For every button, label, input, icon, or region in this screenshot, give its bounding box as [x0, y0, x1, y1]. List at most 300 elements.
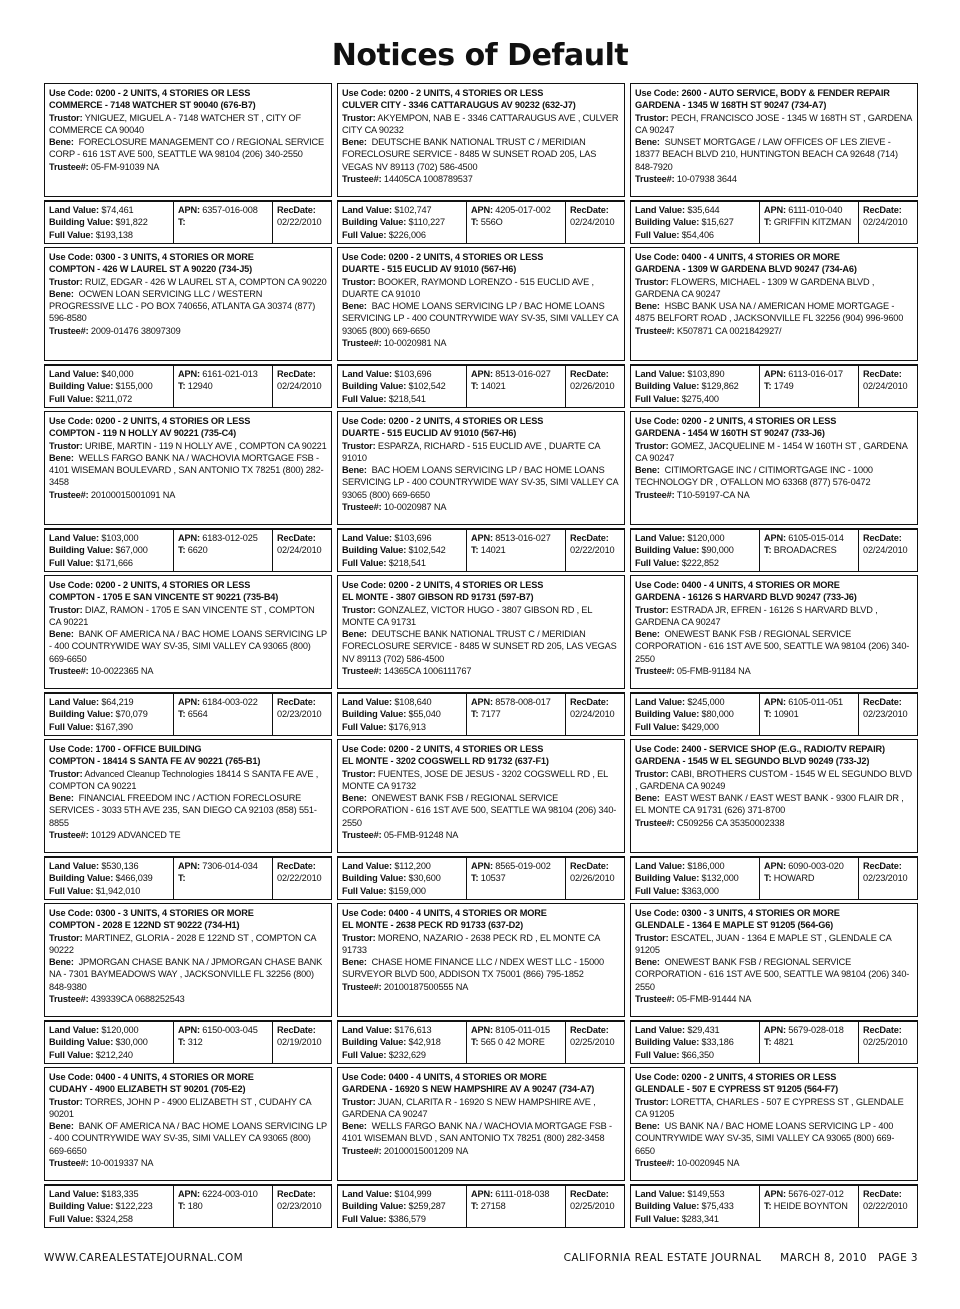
apn-label: APN:: [471, 1025, 493, 1035]
use-code: Use Code: 0200 - 2 UNITS, 4 STORIES OR LESS: [49, 88, 251, 98]
notice-values: [44, 528, 332, 572]
notice-card: [44, 739, 332, 900]
bene-value: FINANCIAL FREEDOM INC / ACTION FORECLOSURE SERVICES - 3033 5TH AVE 235, SAN DIEGO CA 92103 (858) 551-8855: [49, 793, 317, 828]
t-value: 180: [187, 1201, 203, 1212]
property-address: COMMERCE - 7148 WATCHER ST 90040 (676-B7): [49, 100, 256, 111]
land-value: $103,696: [394, 533, 432, 543]
bene-value: ONEWEST BANK FSB / REGIONAL SERVICE CORPORATION - 616 1ST AVE 500, SEATTLE WA 98104 (206) 340-2550: [635, 957, 910, 992]
trustor-value: LORETTA, CHARLES - 507 E CYPRESS ST , GLENDALE CA 91205: [635, 1096, 904, 1119]
building-value: $102,542: [408, 545, 446, 556]
notice-card: [44, 247, 332, 408]
trustee-label: Trustee#:: [342, 338, 382, 349]
bene-label: Bene:: [342, 301, 367, 312]
recdate-label: RecDate:: [863, 1025, 902, 1035]
apn-cell: [467, 1186, 566, 1227]
t-label: T:: [178, 381, 186, 392]
apn-cell: [467, 694, 566, 735]
apn-value: 8513-016-027: [495, 369, 551, 379]
recdate-label: RecDate:: [863, 697, 902, 707]
t-label: T:: [471, 1201, 479, 1212]
recdate-value: 02/24/2010: [863, 217, 908, 228]
apn-label: APN:: [764, 533, 786, 543]
use-code: Use Code: 0200 - 2 UNITS, 4 STORIES OR LESS: [342, 580, 544, 590]
apn-value: 4205-017-002: [495, 205, 551, 215]
apn-label: APN:: [471, 205, 493, 215]
trustee-label: Trustee#:: [49, 994, 89, 1005]
notice-description: [337, 247, 625, 361]
trustee-label: Trustee#:: [635, 1158, 675, 1169]
trustee-value: 10-0020945 NA: [676, 1158, 740, 1169]
apn-cell: [467, 202, 566, 243]
trustor-value: URIBE, MARTIN - 119 N HOLLY AVE , COMPTON CA 90221: [84, 440, 327, 451]
trustor-label: Trustor:: [49, 112, 83, 123]
trustor-value: RUIZ, EDGAR - 426 W LAUREL ST A, COMPTON CA 90220: [84, 276, 327, 287]
land-label: Land Value:: [49, 1189, 99, 1199]
building-value: $466,039: [115, 873, 153, 884]
building-label: Building Value:: [342, 709, 407, 720]
trustee-label: Trustee#:: [635, 489, 675, 500]
full-value: $212,240: [95, 1049, 133, 1060]
full-value: $159,000: [388, 885, 426, 896]
notice-description: [630, 1067, 918, 1181]
full-value: $386,579: [388, 1213, 426, 1224]
trustor-label: Trustor:: [635, 1096, 669, 1107]
bene-label: Bene:: [635, 137, 660, 148]
notice-column: [337, 83, 625, 1228]
t-value: 6564: [187, 709, 208, 720]
full-value: $275,400: [681, 393, 719, 404]
bene-label: Bene:: [342, 957, 367, 968]
trustor-label: Trustor:: [49, 440, 83, 451]
trustee-label: Trustee#:: [342, 1145, 382, 1156]
bene-label: Bene:: [49, 137, 74, 148]
notice-card: [630, 1067, 918, 1228]
t-value: 565 0 42 MORE: [480, 1037, 545, 1048]
apn-label: APN:: [764, 205, 786, 215]
notice-card: [630, 247, 918, 408]
value-cell: [338, 366, 467, 407]
apn-cell: [760, 1022, 859, 1063]
bene-value: BANK OF AMERICA NA / BAC HOME LOANS SERVICING LP - 400 COUNTRYWIDE WAY SV-35, SIMI VALLEY CA 93065 (800) 669-6650: [49, 1121, 327, 1156]
trustor-value: GONZALEZ, VICTOR HUGO - 3807 GIBSON RD , EL MONTE CA 91731: [342, 604, 593, 627]
value-cell: [338, 694, 467, 735]
use-code: Use Code: 0200 - 2 UNITS, 4 STORIES OR LESS: [342, 744, 544, 754]
full-label: Full Value:: [342, 393, 387, 404]
land-label: Land Value:: [635, 533, 685, 543]
building-label: Building Value:: [342, 217, 407, 228]
recdate-cell: [566, 366, 624, 407]
property-address: GARDENA - 1454 W 160TH ST 90247 (733-J6): [635, 428, 825, 439]
property-address: GLENDALE - 1364 E MAPLE ST 91205 (564-G6): [635, 920, 834, 931]
building-value: $122,223: [115, 1201, 153, 1212]
bene-value: DEUTSCHE BANK NATIONAL TRUST C / MERIDIAN FORECLOSURE SERVICE - 8485 W SUNSET ROAD 205, LAS VEGAS NV 89113 (702) 586-4500: [342, 137, 597, 172]
recdate-value: 02/22/2010: [863, 1201, 908, 1212]
notice-column: [44, 83, 332, 1228]
notice-values: [337, 528, 625, 572]
full-label: Full Value:: [635, 721, 680, 732]
t-label: T:: [764, 1201, 772, 1212]
building-value: $42,918: [408, 1037, 441, 1048]
trustee-label: Trustee#:: [342, 981, 382, 992]
building-value: $33,186: [701, 1037, 734, 1048]
full-label: Full Value:: [49, 229, 94, 240]
notice-values: [630, 1020, 918, 1064]
apn-label: APN:: [764, 1189, 786, 1199]
property-address: EL MONTE - 3807 GIBSON RD 91731 (597-B7): [342, 592, 534, 603]
building-value: $110,227: [408, 217, 445, 228]
land-value: $29,431: [687, 1025, 720, 1035]
recdate-value: 02/23/2010: [863, 873, 908, 884]
use-code: Use Code: 0300 - 3 UNITS, 4 STORIES OR MORE: [49, 252, 254, 262]
land-value: $120,000: [687, 533, 725, 543]
t-value: HEIDE BOYNTON: [773, 1201, 848, 1212]
apn-cell: [174, 530, 273, 571]
building-label: Building Value:: [635, 709, 700, 720]
notice-card: [630, 411, 918, 572]
trustee-label: Trustee#:: [49, 830, 89, 841]
value-cell: [338, 858, 467, 899]
full-value: $363,000: [681, 885, 719, 896]
full-label: Full Value:: [342, 1049, 387, 1060]
property-address: CUDAHY - 4900 ELIZABETH ST 90201 (705-E2): [49, 1084, 246, 1095]
notice-description: [630, 575, 918, 689]
notice-description: [630, 83, 918, 197]
notice-card: [44, 1067, 332, 1228]
apn-label: APN:: [764, 697, 786, 707]
trustee-value: 05-FMB-91444 NA: [676, 994, 752, 1005]
recdate-label: RecDate:: [570, 533, 609, 543]
apn-value: 5676-027-012: [788, 1189, 844, 1199]
land-value: $64,219: [101, 697, 134, 707]
building-label: Building Value:: [49, 1037, 114, 1048]
recdate-label: RecDate:: [570, 369, 609, 379]
recdate-label: RecDate:: [863, 861, 902, 871]
notice-description: [630, 411, 918, 525]
building-label: Building Value:: [342, 381, 407, 392]
value-cell: [631, 694, 760, 735]
apn-value: 8565-019-002: [495, 861, 551, 871]
recdate-label: RecDate:: [277, 697, 316, 707]
trustor-value: ESPARZA, RICHARD - 515 EUCLID AVE , DUARTE CA 91010: [342, 440, 600, 463]
recdate-value: 02/24/2010: [570, 709, 615, 720]
apn-label: APN:: [471, 369, 493, 379]
full-label: Full Value:: [635, 557, 680, 568]
full-value: $283,341: [681, 1213, 719, 1224]
trustee-label: Trustee#:: [49, 489, 89, 500]
land-label: Land Value:: [342, 697, 392, 707]
trustee-label: Trustee#:: [635, 325, 675, 336]
notice-card: [337, 903, 625, 1064]
t-value: 10901: [773, 709, 799, 720]
full-label: Full Value:: [635, 229, 680, 240]
building-label: Building Value:: [635, 1037, 700, 1048]
notice-values: [337, 1020, 625, 1064]
trustor-value: FUENTES, JOSE DE JESUS - 3202 COGSWELL RD , EL MONTE CA 91732: [342, 768, 608, 791]
building-value: $80,000: [701, 709, 734, 720]
land-label: Land Value:: [635, 369, 685, 379]
apn-cell: [174, 366, 273, 407]
recdate-label: RecDate:: [277, 369, 316, 379]
property-address: CULVER CITY - 3346 CATTARAUGUS AV 90232 (632-J7): [342, 100, 576, 111]
property-address: EL MONTE - 3202 COGSWELL RD 91732 (637-F1): [342, 756, 549, 767]
use-code: Use Code: 0400 - 4 UNITS, 4 STORIES OR MORE: [635, 580, 840, 590]
recdate-value: 02/24/2010: [863, 381, 908, 392]
notice-card: [337, 739, 625, 900]
apn-value: 8513-016-027: [495, 533, 551, 543]
t-value: 6620: [187, 545, 208, 556]
bene-value: DEUTSCHE BANK NATIONAL TRUST C / MERIDIAN FORECLOSURE SERVICE - 8485 W SUNSET RD 205, LAS VEGAS NV 89113 (702) 586-4500: [342, 629, 617, 664]
notice-values: [44, 200, 332, 244]
notice-card: [337, 247, 625, 408]
land-label: Land Value:: [49, 697, 99, 707]
recdate-cell: [273, 366, 331, 407]
notice-description: [44, 1067, 332, 1181]
property-address: DUARTE - 515 EUCLID AV 91010 (567-H6): [342, 264, 517, 275]
notice-values: [44, 1184, 332, 1228]
bene-label: Bene:: [342, 1121, 367, 1132]
full-label: Full Value:: [342, 557, 387, 568]
use-code: Use Code: 0200 - 2 UNITS, 4 STORIES OR LESS: [49, 416, 251, 426]
land-label: Land Value:: [635, 1189, 685, 1199]
trustor-label: Trustor:: [49, 276, 83, 287]
t-value: 12940: [187, 381, 213, 392]
t-label: T:: [764, 873, 772, 884]
value-cell: [45, 366, 174, 407]
value-cell: [45, 1186, 174, 1227]
trustee-label: Trustee#:: [49, 161, 89, 172]
trustee-label: Trustee#:: [342, 666, 382, 677]
apn-value: 8105-011-015: [495, 1025, 550, 1035]
recdate-value: 02/23/2010: [863, 709, 908, 720]
notice-card: [337, 1067, 625, 1228]
apn-cell: [760, 202, 859, 243]
trustee-label: Trustee#:: [342, 830, 382, 841]
apn-label: APN:: [178, 369, 200, 379]
value-cell: [631, 366, 760, 407]
land-label: Land Value:: [342, 205, 392, 215]
recdate-value: 02/25/2010: [570, 1037, 615, 1048]
trustor-label: Trustor:: [342, 440, 376, 451]
apn-value: 5679-028-018: [788, 1025, 844, 1035]
building-label: Building Value:: [635, 381, 700, 392]
bene-value: BAC HOME LOANS SERVICING LP / BAC HOME LOANS SERVICING LP - 400 COUNTRYWIDE WAY SV-35, SIMI VALLEY CA 93065 (800) 669-6650: [342, 301, 618, 336]
land-value: $186,000: [687, 861, 725, 871]
bene-value: OCWEN LOAN SERVICING LLC / WESTERN PROGRESSIVE LLC - PO BOX 740656, ATLANTA GA 30374 (877) 596-8580: [49, 288, 316, 324]
full-label: Full Value:: [49, 557, 94, 568]
apn-value: 6150-003-045: [202, 1025, 258, 1035]
land-value: $104,999: [394, 1189, 432, 1199]
trustee-label: Trustee#:: [635, 817, 675, 828]
trustor-label: Trustor:: [342, 932, 376, 943]
recdate-label: RecDate:: [277, 861, 316, 871]
land-label: Land Value:: [342, 1189, 392, 1199]
t-label: T:: [471, 545, 479, 556]
notice-description: [44, 575, 332, 689]
trustor-value: CABI, BROTHERS CUSTOM - 1545 W EL SEGUNDO BLVD , GARDENA CA 90249: [635, 768, 912, 791]
trustee-value: K507871 CA 0021842927/: [676, 325, 782, 336]
full-value: $429,000: [681, 721, 719, 732]
full-value: $54,406: [681, 229, 714, 240]
land-value: $103,000: [101, 533, 139, 543]
bene-label: Bene:: [49, 1121, 74, 1132]
notice-card: [44, 411, 332, 572]
full-value: $324,258: [95, 1213, 133, 1224]
full-value: $1,942,010: [95, 885, 141, 896]
land-label: Land Value:: [635, 1025, 685, 1035]
t-label: T:: [178, 873, 186, 884]
building-label: Building Value:: [635, 545, 700, 556]
use-code: Use Code: 2400 - SERVICE SHOP (E.G., RADIO/TV REPAIR): [635, 744, 885, 754]
trustor-label: Trustor:: [635, 768, 669, 779]
trustee-value: 2009-01476 38097309: [90, 325, 181, 336]
recdate-label: RecDate:: [570, 861, 609, 871]
trustee-value: 20100015001091 NA: [90, 489, 176, 500]
trustor-label: Trustor:: [635, 932, 669, 943]
bene-label: Bene:: [635, 793, 660, 804]
apn-value: 6184-003-022: [202, 697, 258, 707]
land-value: $103,890: [687, 369, 725, 379]
bene-label: Bene:: [635, 629, 660, 640]
apn-cell: [760, 694, 859, 735]
property-address: COMPTON - 119 N HOLLY AV 90221 (735-C4): [49, 428, 236, 439]
full-label: Full Value:: [49, 721, 94, 732]
recdate-label: RecDate:: [863, 533, 902, 543]
notice-values: [337, 364, 625, 408]
use-code: Use Code: 0400 - 4 UNITS, 4 STORIES OR MORE: [49, 1072, 254, 1082]
notice-values: [630, 200, 918, 244]
notice-values: [44, 692, 332, 736]
trustor-value: BOOKER, RAYMOND LORENZO - 515 EUCLID AVE , DUARTE CA 91010: [342, 276, 594, 299]
recdate-cell: [566, 530, 624, 571]
bene-label: Bene:: [342, 629, 367, 640]
building-value: $30,000: [115, 1037, 148, 1048]
building-value: $90,000: [701, 545, 734, 556]
trustee-label: Trustee#:: [49, 1158, 89, 1169]
apn-cell: [760, 1186, 859, 1227]
building-value: $70,079: [115, 709, 148, 720]
value-cell: [338, 1186, 467, 1227]
t-label: T:: [471, 1037, 479, 1048]
recdate-label: RecDate:: [277, 533, 316, 543]
full-value: $232,629: [388, 1049, 426, 1060]
trustee-value: 10-0022365 NA: [90, 666, 154, 677]
bene-label: Bene:: [49, 793, 74, 804]
t-value: 1749: [773, 381, 794, 392]
apn-cell: [760, 366, 859, 407]
bene-label: Bene:: [635, 301, 660, 312]
building-label: Building Value:: [49, 545, 114, 556]
recdate-value: 02/22/2010: [570, 545, 615, 556]
apn-value: 6224-003-010: [202, 1189, 258, 1199]
t-label: T:: [764, 545, 772, 556]
bene-label: Bene:: [342, 137, 367, 148]
trustor-label: Trustor:: [49, 768, 83, 779]
apn-value: 6357-016-008: [202, 205, 258, 215]
t-value: 27158: [480, 1201, 506, 1212]
full-label: Full Value:: [342, 229, 387, 240]
building-value: $15,627: [701, 217, 734, 228]
building-value: $155,000: [115, 381, 153, 392]
page-title: Notices of Default: [331, 38, 629, 73]
full-value: $167,390: [95, 721, 133, 732]
apn-label: APN:: [178, 1025, 200, 1035]
bene-value: HSBC BANK USA NA / AMERICAN HOME MORTGAGE - 4875 BELFORT ROAD , JACKSONVILLE FL 32256 (904) 996-9600: [635, 301, 904, 324]
use-code: Use Code: 0200 - 2 UNITS, 4 STORIES OR LESS: [342, 88, 544, 98]
apn-cell: [467, 366, 566, 407]
land-value: $102,747: [394, 205, 432, 215]
trustor-label: Trustor:: [49, 932, 83, 943]
trustee-value: 10-0020981 NA: [383, 338, 447, 349]
building-label: Building Value:: [635, 1201, 700, 1212]
notice-card: [44, 83, 332, 244]
recdate-label: RecDate:: [570, 697, 609, 707]
bene-value: WELLS FARGO BANK NA / WACHOVIA MORTGAGE FSB - 4101 WISEMAN BLVD , SAN ANTONIO TX 78251 (800) 282-3458: [342, 1121, 612, 1144]
apn-cell: [760, 530, 859, 571]
land-label: Land Value:: [635, 205, 685, 215]
recdate-label: RecDate:: [277, 205, 316, 215]
bene-value: FORECLOSURE MANAGEMENT CO / REGIONAL SERVICE CORP - 616 1ST AVE 500, SEATTLE WA 98104 (206) 340-2550: [49, 137, 325, 160]
recdate-value: 02/19/2010: [277, 1037, 322, 1048]
notice-description: [44, 739, 332, 853]
notice-description: [44, 903, 332, 1017]
land-value: $35,644: [687, 205, 720, 215]
recdate-label: RecDate:: [277, 1189, 316, 1199]
notice-description: [44, 83, 332, 197]
bene-label: Bene:: [49, 629, 74, 640]
apn-label: APN:: [471, 533, 493, 543]
notice-description: [337, 903, 625, 1017]
building-value: $129,862: [701, 381, 739, 392]
building-value: $67,000: [115, 545, 148, 556]
trustee-value: 439339CA 0688252543: [90, 994, 185, 1005]
bene-label: Bene:: [635, 1121, 660, 1132]
t-label: T:: [178, 1037, 186, 1048]
t-value: 14021: [480, 381, 506, 392]
recdate-cell: [566, 202, 624, 243]
notice-card: [44, 903, 332, 1064]
trustor-label: Trustor:: [342, 768, 376, 779]
trustee-value: 14405CA 1008789537: [383, 174, 473, 185]
bene-value: ONEWEST BANK FSB / REGIONAL SERVICE CORPORATION - 616 1ST AVE 500, SEATTLE WA 98104 (206) 340-2550: [342, 793, 617, 828]
use-code: Use Code: 0400 - 4 UNITS, 4 STORIES OR MORE: [342, 1072, 547, 1082]
apn-value: 6090-003-020: [788, 861, 844, 871]
recdate-cell: [273, 1022, 331, 1063]
building-label: Building Value:: [342, 1201, 407, 1212]
recdate-cell: [273, 1186, 331, 1227]
t-value: 556O: [480, 217, 503, 228]
notice-card: [337, 411, 625, 572]
trustor-value: ESTRADA JR, EFREN - 16126 S HARVARD BLVD , GARDENA CA 90247: [635, 604, 878, 627]
full-label: Full Value:: [342, 1213, 387, 1224]
full-value: $218,541: [388, 557, 426, 568]
notice-values: [44, 856, 332, 900]
trustee-label: Trustee#:: [49, 666, 89, 677]
use-code: Use Code: 0200 - 2 UNITS, 4 STORIES OR LESS: [49, 580, 251, 590]
trustee-value: 10-07938 3644: [676, 174, 737, 185]
apn-value: 6111-018-038: [495, 1189, 550, 1199]
t-label: T:: [178, 1201, 186, 1212]
notice-description: [337, 83, 625, 197]
value-cell: [631, 1186, 760, 1227]
trustor-value: AKYEMPON, NAB E - 3346 CATTARAUGUS AVE , CULVER CITY CA 90232: [342, 112, 619, 135]
recdate-label: RecDate:: [277, 1025, 316, 1035]
building-label: Building Value:: [49, 1201, 114, 1212]
notice-values: [44, 364, 332, 408]
bene-label: Bene:: [49, 288, 74, 299]
recdate-cell: [566, 1022, 624, 1063]
notice-values: [630, 692, 918, 736]
land-label: Land Value:: [342, 861, 392, 871]
